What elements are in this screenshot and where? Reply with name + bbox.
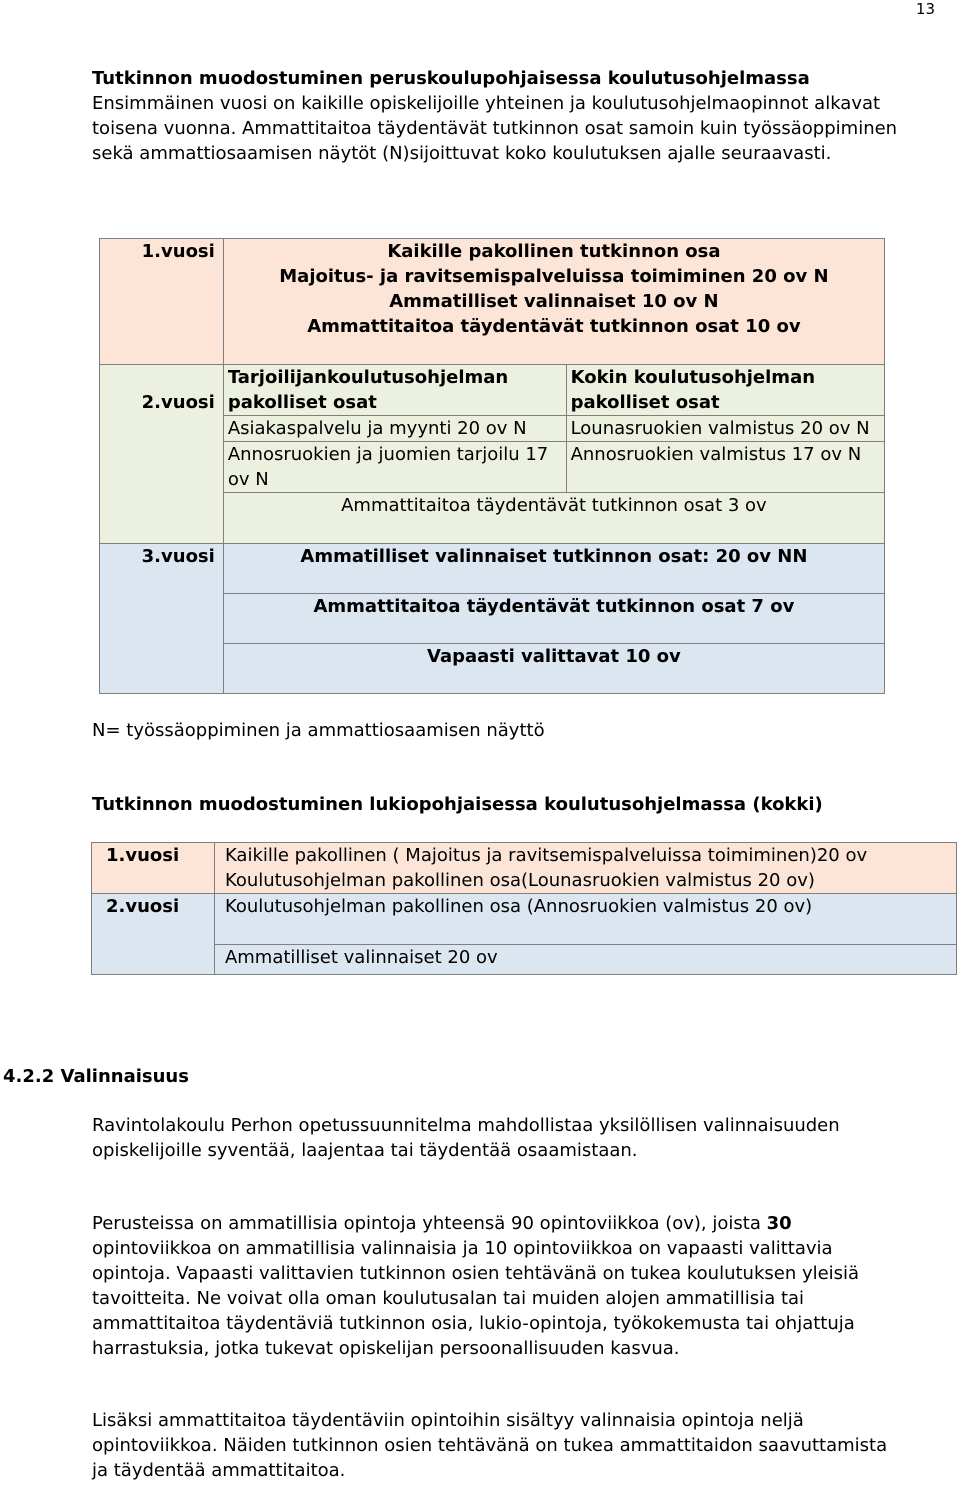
table1-year1-content [223,239,884,365]
table1-year1-line: Kaikille pakollinen tutkinnon osa [387,241,721,262]
table2-year1-content [214,843,956,894]
page-number: 13 [915,0,935,18]
section3-p1: Ravintolakoulu Perhon opetussuunnitelma mahdollistaa yksilöllisen valinnaisuuden opiskelijoille syventää, laajentaa tai täydentää osaamistaan. [92,1115,840,1161]
table1-year2-left-title: Tarjoilijankoulutusohjelman pakolliset osat [223,365,566,416]
curriculum-table-lukio [91,842,957,975]
section1-body: Ensimmäinen vuosi on kaikille opiskelijoille yhteinen ja koulutusohjelmaopinnot alkavat toisena vuonna. Ammattitaitoa täydentävät tutkinnon osat samoin kuin työssäoppiminen sekä ammattiosaamisen näytöt (N)sijoittuvat koko koulutuksen ajalle seuraavasti. [92,93,898,164]
table2-year2-row [92,894,957,945]
table1-year2-label: 2.vuosi [100,365,224,544]
table1-year1-line: Majoitus- ja ravitsemispalveluissa toimiminen 20 ov N [279,266,829,287]
section1 [92,66,912,166]
table1-year1-line: Ammattitaitoa täydentävät tutkinnon osat 10 ov [307,316,801,337]
table2-last-row [92,945,957,975]
table1-year3-label: 3.vuosi [100,544,224,694]
table1-year3-item: Vapaasti valittavat 10 ov [223,644,884,694]
table1-year2-left-item: Asiakaspalvelu ja myynti 20 ov N [223,416,566,442]
table2-year2-line: Koulutusohjelman pakollinen osa (Annosruokien valmistus 20 ov) [214,894,956,945]
table1-year1-label: 1.vuosi [100,239,224,365]
table2-last-line: Ammatilliset valinnaiset 20 ov [214,945,956,975]
section3-p2-after: opintoviikkoa on ammatillisia valinnaisia ja 10 opintoviikkoa on vapaasti valittavia opintoja. Vapaasti valittavien tutkinnon osien tehtävänä on tukea koulutuksen yleisiä tavoitteita. Ne voivat olla oman koulutusalan tai muiden alojen ammatillisia tai ammattitaitoa täydentäviä tutkinnon osia, lukio-opintoja, työkokemusta tai ohjattuja harrastuksia, jotka tukevat opiskelijan persoonallisuuden kasvua. [92,1238,860,1359]
table1-year1-row [100,239,885,365]
section1-title: Tutkinnon muodostuminen peruskoulupohjaisessa koulutusohjelmassa [92,68,810,89]
table1-year2-title-row [100,365,885,416]
table1-year2-right-item: Lounasruokien valmistus 20 ov N [566,416,884,442]
table1-year1-line: Ammatilliset valinnaiset 10 ov N [389,291,719,312]
section3-p2-before: Perusteissa on ammatillisia opintoja yhteensä 90 opintoviikkoa (ov), joista [92,1213,761,1234]
section-heading-422: 4.2.2 Valinnaisuus [3,1066,189,1087]
curriculum-table-basic [99,238,885,694]
section3-p2-bold: 30 [766,1213,792,1234]
table2-year1-line: Kaikille pakollinen ( Majoitus ja ravitsemispalveluissa toimiminen)20 ov [224,845,868,866]
table2-year2-label: 2.vuosi [92,894,215,975]
table1-year3-item: Ammatilliset valinnaiset tutkinnon osat: 20 ov NN [223,544,884,594]
table2-year1-line: Koulutusohjelman pakollinen osa(Lounasruokien valmistus 20 ov) [224,870,815,891]
table1-year3-item: Ammattitaitoa täydentävät tutkinnon osat 7 ov [223,594,884,644]
table2-year1-row [92,843,957,894]
table1-year3-row [100,544,885,594]
legend: N= työssäoppiminen ja ammattiosaamisen näyttö [92,720,545,741]
section3-p3: Lisäksi ammattitaitoa täydentäviin opintoihin sisältyy valinnaisia opintoja neljä opintoviikkoa. Näiden tutkinnon osien tehtävänä on tukea ammattitaidon saavuttamista ja täydentää ammattitaitoa. [92,1410,888,1481]
table2-year1-label: 1.vuosi [92,843,215,894]
table1-year2-right-title: Kokin koulutusohjelman pakolliset osat [566,365,884,416]
section2-title: Tutkinnon muodostuminen lukiopohjaisessa koulutusohjelmassa (kokki) [92,794,823,815]
table1-year2-left-item: Annosruokien ja juomien tarjoilu 17 ov N [223,442,566,493]
section3-p2 [92,1211,892,1361]
table1-year2-right-item: Annosruokien valmistus 17 ov N [566,442,884,493]
table1-year2-common: Ammattitaitoa täydentävät tutkinnon osat 3 ov [223,493,884,544]
